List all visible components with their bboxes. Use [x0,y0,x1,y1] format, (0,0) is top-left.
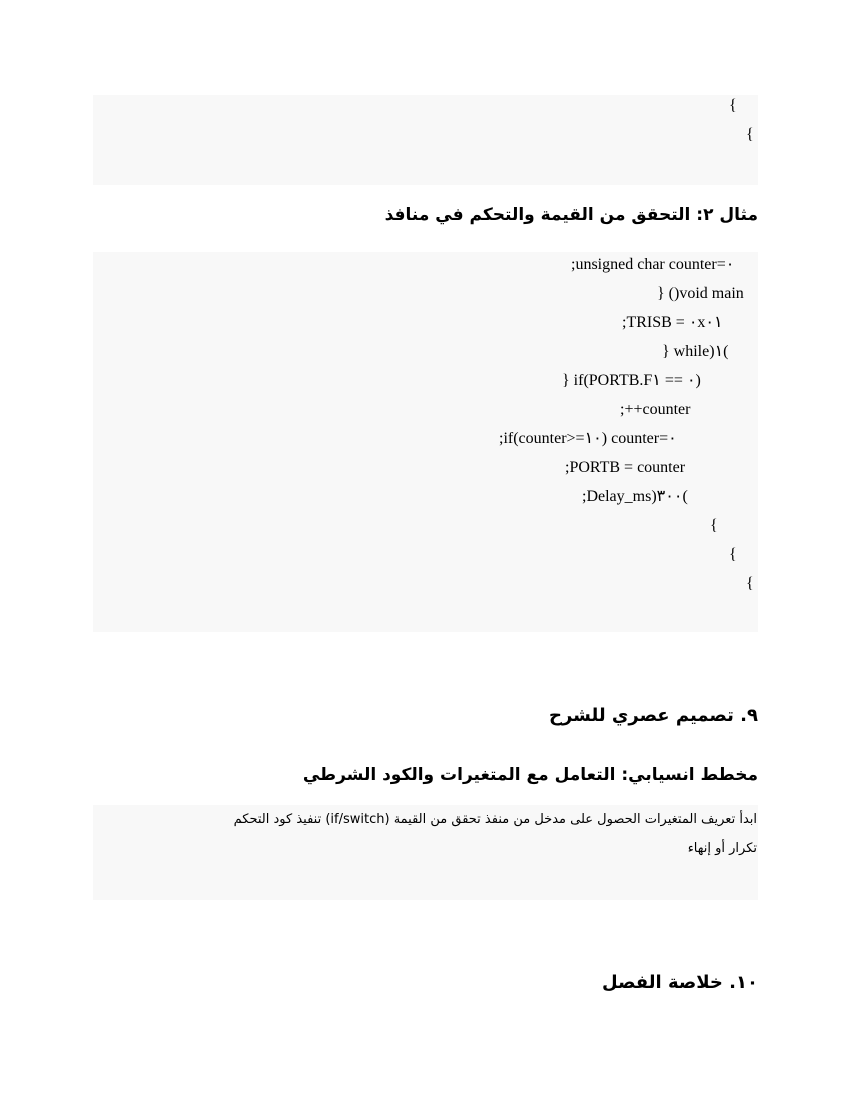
flowchart-heading: مخطط انسيابي: التعامل مع المتغيرات والكود الشرطي [302,765,758,785]
code-line: ;PORTB = counter [565,459,686,476]
code-block-continued [93,95,758,185]
code-line: } ()void main [657,285,744,302]
section9-heading: ٩. تصميم عصري للشرح [549,705,758,726]
code-line: ;Delay_ms)٣٠٠( [582,488,688,505]
example2-heading: مثال ٢: التحقق من القيمة والتحكم في منافذ [384,205,758,225]
flowchart-line-1: ابدأ تعريف المتغيرات الحصول على مدخل من منفذ تحقق من القيمة (if/switch) تنفيذ كود التحكم [233,812,757,827]
code-line: } while)١( [662,343,729,360]
code-line: ;++counter [620,401,691,418]
code-line: { [729,97,737,114]
flowchart-line-2: تكرار أو إنهاء [687,841,757,856]
code-line: ;if(counter>=١٠) counter=٠ [499,430,677,447]
code-line: { [729,546,737,563]
code-line: } if(PORTB.F٠ == ١) [562,372,701,389]
code-line: { [746,575,754,592]
code-line: ;TRISB = ٠x٠١ [622,314,723,331]
code-line: ;unsigned char counter=٠ [571,256,735,273]
code-line: { [710,517,718,534]
section10-heading: ١٠. خلاصة الفصل [602,972,758,993]
code-line: { [746,126,754,143]
